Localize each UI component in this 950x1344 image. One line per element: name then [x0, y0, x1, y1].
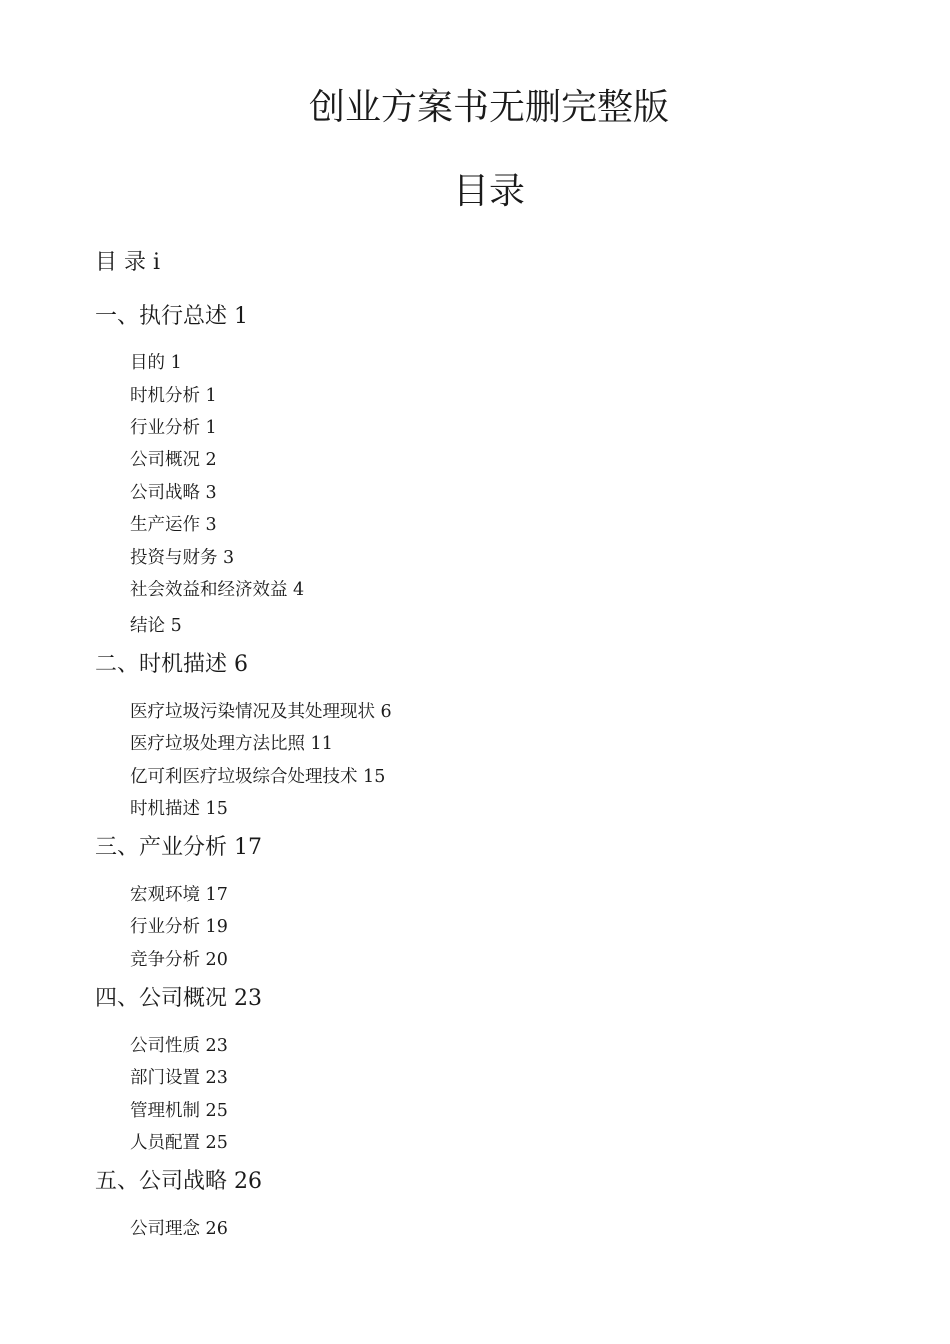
toc-entry: 管理机制 25: [130, 1101, 228, 1121]
toc-entry: 部门设置 23: [130, 1068, 228, 1088]
toc-entry: 宏观环境 17: [130, 885, 228, 905]
toc-entry: 目 录 i: [95, 250, 161, 275]
toc-entry: 一、执行总述 1: [95, 304, 248, 329]
toc-entry: 公司战略 3: [130, 483, 217, 503]
toc-entry: 结论 5: [130, 616, 182, 636]
toc-entry: 公司性质 23: [130, 1036, 228, 1056]
toc-entry: 行业分析 1: [130, 418, 217, 438]
toc-entry: 社会效益和经济效益 4: [130, 580, 305, 600]
toc-entry: 四、公司概况 23: [95, 986, 262, 1011]
toc-entry: 医疗垃圾处理方法比照 11: [130, 734, 333, 754]
toc-entry: 生产运作 3: [130, 515, 217, 535]
toc-entry: 三、产业分析 17: [95, 835, 262, 860]
toc-heading: 目录: [452, 171, 525, 212]
toc-entry: 公司概况 2: [130, 450, 217, 470]
toc-entry: 时机分析 1: [130, 386, 217, 406]
toc-entry: 目的 1: [130, 353, 182, 373]
toc-entry: 亿可利医疗垃圾综合处理技术 15: [130, 767, 386, 787]
toc-entry: 公司理念 26: [130, 1219, 228, 1239]
toc-entry: 人员配置 25: [130, 1133, 228, 1153]
toc-entry: 时机描述 15: [130, 799, 228, 819]
toc-entry: 投资与财务 3: [130, 548, 235, 568]
document-title: 创业方案书无删完整版: [308, 87, 669, 128]
toc-entry: 二、时机描述 6: [95, 652, 248, 677]
toc-entry: 行业分析 19: [130, 917, 228, 937]
toc-entry: 竞争分析 20: [130, 950, 228, 970]
toc-entry: 五、公司战略 26: [95, 1169, 262, 1194]
toc-entry: 医疗垃圾污染情况及其处理现状 6: [130, 702, 392, 722]
